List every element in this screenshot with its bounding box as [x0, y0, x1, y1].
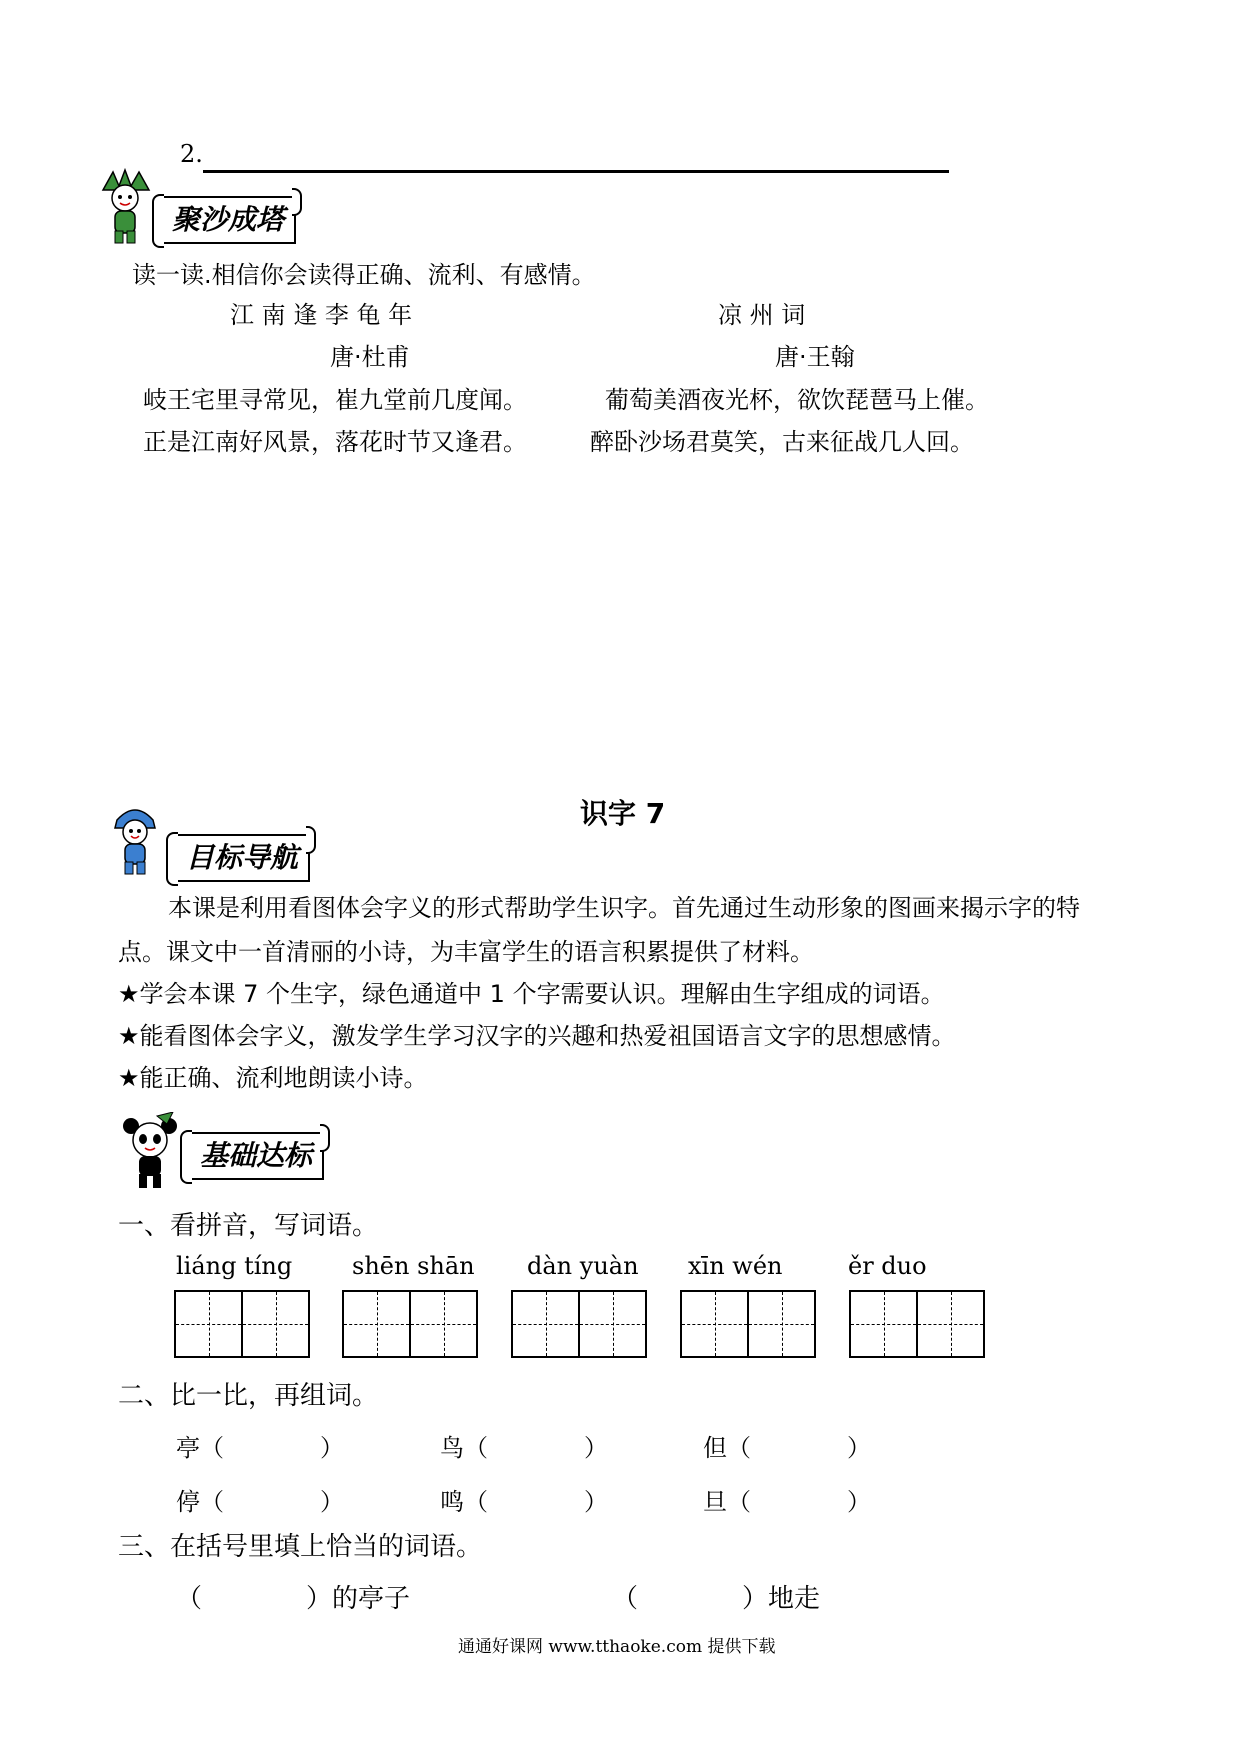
question-3: 三、在括号里填上恰当的词语。	[118, 1532, 483, 1562]
section-banner-jichudabiao: 基础达标	[188, 1132, 324, 1180]
section-banner-mubiaodaohang: 目标导航	[174, 834, 310, 882]
item-number: 2.	[180, 140, 203, 168]
poem2-line1: 葡萄美酒夜光杯，欲饮琵琶马上催。	[605, 386, 989, 414]
poem1-line2: 正是江南好风景，落花时节又逢君。	[143, 428, 527, 456]
question-2: 二、比一比，再组词。	[118, 1381, 379, 1411]
goal-item-3: ★能正确、流利地朗读小诗。	[118, 1064, 428, 1092]
question-1: 一、看拼音，写词语。	[118, 1211, 379, 1241]
compare-item[interactable]: 鸣（ ）	[440, 1488, 608, 1516]
intro-paragraph-line2: 点。课文中一首清丽的小诗，为丰富学生的语言积累提供了材料。	[118, 938, 814, 966]
pinyin-label: ěr duo	[848, 1252, 927, 1280]
writing-grid[interactable]	[174, 1290, 310, 1358]
writing-grid[interactable]	[342, 1290, 478, 1358]
compare-item[interactable]: 鸟（ ）	[440, 1434, 608, 1462]
pinyin-label: xīn wén	[688, 1252, 783, 1280]
pinyin-label: shēn shān	[352, 1252, 475, 1280]
poem2-line2: 醉卧沙场君莫笑，古来征战几人回。	[590, 428, 974, 456]
intro-paragraph-line1: 本课是利用看图体会字义的形式帮助学生识字。首先通过生动形象的图画来揭示字的特	[168, 894, 1080, 922]
poem2-title: 凉 州 词	[718, 301, 806, 329]
compare-item[interactable]: 停（ ）	[176, 1488, 344, 1516]
pinyin-label: dàn yuàn	[527, 1252, 639, 1280]
reading-instruction: 读一读.相信你会读得正确、流利、有感情。	[132, 261, 596, 289]
compare-item[interactable]: 旦（ ）	[703, 1488, 871, 1516]
poem2-author: 唐·王翰	[775, 343, 855, 371]
compare-item[interactable]: 但（ ）	[703, 1434, 871, 1462]
writing-grid[interactable]	[680, 1290, 816, 1358]
fill-blank-item[interactable]: （ ）的亭子	[176, 1584, 411, 1614]
writing-grid[interactable]	[849, 1290, 985, 1358]
mascot-jingjing-icon	[105, 800, 165, 880]
poem1-title: 江 南 逢 李 龟 年	[230, 301, 413, 329]
goal-item-1: ★学会本课 7 个生字，绿色通道中 1 个字需要认识。理解由生字组成的词语。	[118, 980, 945, 1008]
poem1-line1: 岐王宅里寻常见，崔九堂前几度闻。	[143, 386, 527, 414]
lesson-title: 识字 7	[580, 797, 666, 830]
section-banner-jushachengta: 聚沙成塔	[160, 196, 296, 244]
mascot-nini-icon	[95, 168, 155, 248]
goal-item-2: ★能看图体会字义，激发学生学习汉字的兴趣和热爱祖国语言文字的思想感情。	[118, 1022, 956, 1050]
poem1-author: 唐·杜甫	[330, 343, 410, 371]
mascot-beibei-panda-icon	[117, 1112, 183, 1192]
compare-item[interactable]: 亭（ ）	[176, 1434, 344, 1462]
page-footer: 通通好课网 www.tthaoke.com 提供下载	[458, 1637, 776, 1657]
fill-blank-item[interactable]: （ ）地走	[612, 1584, 821, 1614]
answer-line[interactable]	[203, 170, 949, 173]
pinyin-label: liáng tíng	[176, 1252, 293, 1280]
writing-grid[interactable]	[511, 1290, 647, 1358]
